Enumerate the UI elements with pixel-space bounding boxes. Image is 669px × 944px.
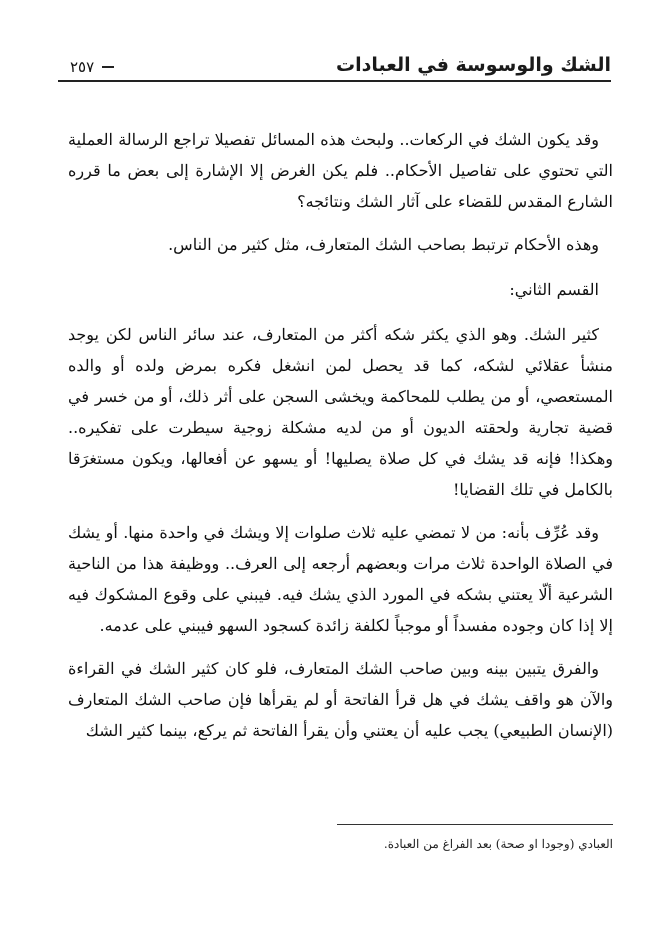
paragraph-5: والفرق يتبين بينه وبين صاحب الشك المتعارف، فلو كان كثير الشك في القراءة والآن هو واقف يشك في هل قرأ الفاتحة أو لم يقرأها فإن صاحب الشك المتعارف (الإنسان الطبيعي) يجب عليه أن يعتني وأن يقرأ الفاتحة ثم يركع، بينما كثير الشك xyxy=(68,659,613,740)
running-header xyxy=(58,50,611,86)
footnote-rule xyxy=(337,824,613,825)
header-rule xyxy=(58,80,611,82)
section-heading: القسم الثاني: xyxy=(509,280,599,299)
paragraph-4: وقد عُرِّف بأنه: من لا تمضي عليه ثلاث صلوات إلا ويشك في واحدة منها. أو يشك في الصلاة الواحدة ثلاث مرات وبعضهم أرجعه إلى العرف.. ووظيفة هذا من الناحية الشرعية ألّا يعتني بشكه في المورد الذي يشك فيه. فيبني على وقوع المشكوك فيه إلا إذا كان وجوده مفسداً أو موجباً لكلفة زائدة كسجود السهو فيبني على عدمه. xyxy=(68,523,613,635)
running-header-title: الشك والوسوسة في العبادات xyxy=(336,54,611,76)
body-text xyxy=(68,124,613,758)
paragraph-1: وقد يكون الشك في الركعات.. ولبحث هذه المسائل تفصيلا تراجع الرسالة العملية التي تحتوي على تفاصيل الأحكام.. فلم يكن الغرض إلا الإشارة إلى بعض ما قرره الشارع المقدس للقضاء على آثار الشك ونتائجه؟ xyxy=(68,130,613,211)
paragraph-3: كثير الشك. وهو الذي يكثر شكه أكثر من المتعارف، عند سائر الناس لكن يوجد منشأ عقلائي لشكه، كما قد يحصل لمن انشغل فكره بمرض ولده أو والده المستعصي، أو من يطلب للمحاكمة ويخشى السجن على أثر ذلك، أو من خسر في قضية تجارية ولحقته الديون أو من لديه مشكلة زوجية سيطرت على تفكيره.. وهكذا! فإنه قد يشك في كل صلاة يصليها! أو يسهو عن أفعالها، ويكون مستغرَقا بالكامل في تلك القضايا! xyxy=(68,325,613,499)
page-number-dash xyxy=(102,66,114,68)
footnote: العبادي (وجودا او صحة) بعد الفراغ من العبادة. xyxy=(383,837,613,851)
paragraph-2: وهذه الأحكام ترتبط بصاحب الشك المتعارف، مثل كثير من الناس. xyxy=(168,235,599,254)
page-number: ٢٥٧ xyxy=(70,58,95,76)
